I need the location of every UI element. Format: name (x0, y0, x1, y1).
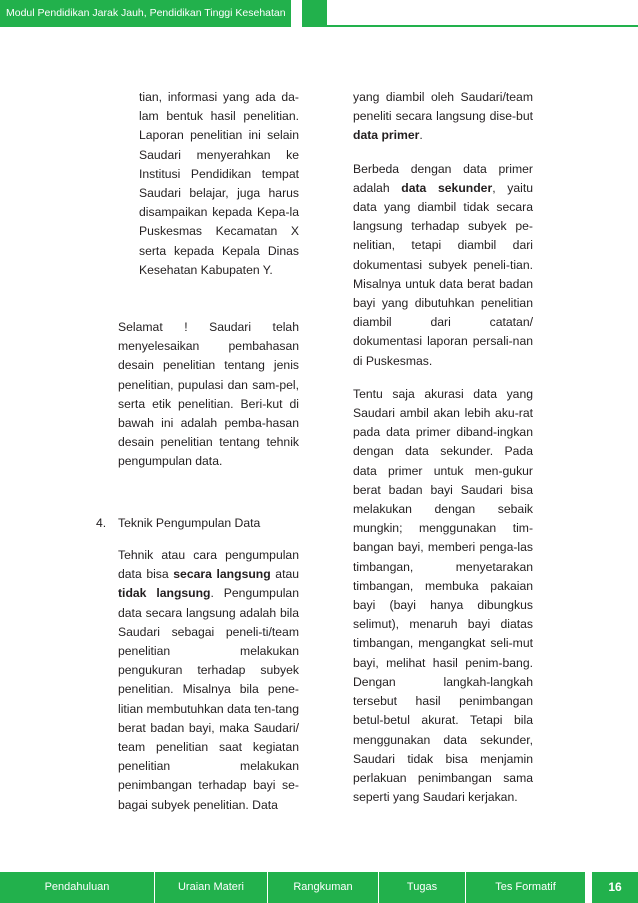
bold-term-indirect: tidak langsung (118, 586, 211, 601)
tab-tugas[interactable]: Tugas (379, 872, 466, 903)
text-run: yang diambil oleh Saudari/team peneliti secara langsung dise-but (353, 90, 533, 124)
footer-navigation (0, 872, 638, 903)
section-number: 4. (96, 516, 107, 530)
text-run: atau (270, 567, 300, 582)
running-header (0, 0, 291, 27)
header-accent-box (302, 0, 327, 27)
tab-rangkuman[interactable]: Rangkuman (268, 872, 379, 903)
text-run: Berbeda dengan data primer adalah (353, 161, 533, 195)
tab-pendahuluan[interactable]: Pendahuluan (0, 872, 155, 903)
text-run: . Pengumpulan data secara langsung adalah bila Saudari sebagai peneli-ti/team penelitian melakukan pengukuran terhadap subyek penelitian. Misalnya bila pene-litian membutuhkan data ten-tang berat badan bayi, maka Saudari/ team penelitian saat kegiatan penelitian melakukan penimbangan terhadap bayi se-bagai subyek penelitian. Data (118, 586, 299, 812)
paragraph-secondary-data (353, 160, 533, 371)
tab-uraian-materi[interactable]: Uraian Materi (155, 872, 268, 903)
bold-term-direct: secara langsung (173, 567, 271, 582)
section-heading (96, 514, 306, 533)
paragraph-collection-technique (118, 546, 299, 815)
text-run: Tehnik atau cara pengumpulan data bisa (118, 548, 299, 582)
paragraph-accuracy: Tentu saja akurasi data yang Saudari ambil akan lebih aku-rat pada data primer diband-ingkan dengan data sekunder. Pada data primer untuk men-gukur berat badan bayi Saudari bisa melakukan dengan sebaik mungkin; menggunakan tim-bangan bayi, memberi penga-las timbangan, menyetarakan timbangan, membuka pakaian bayi (bayi hanya dibungkus selimut), menaruh bayi diatas timbangan, mengangkat seli-mut bayi, melihat hasil penim-bang. Dengan langkah-langkah tersebut hasil penimbangan betul-betul akurat. Tetapi bila menggunakan data sekunder, Saudari tidak bisa menjamin perlakuan penimbangan sama seperti yang Saudari kerjakan. (353, 386, 533, 805)
paragraph-report: tian, informasi yang ada da-lam bentuk hasil penelitian. Laporan penelitian ini selain Saudari menyerahkan ke Institusi Pendidikan tempat Saudari belajar, juga harus disampaikan kepada Kepa-la Puskesmas Kecamatan X serta kepada Kepala Dinas Kesehatan Kabupaten Y. (139, 90, 299, 277)
right-column (353, 88, 533, 807)
text-run: . (419, 128, 423, 143)
paragraph-primary-data (353, 88, 533, 146)
left-column-middle (118, 318, 299, 472)
text-run: , yaitu data yang diambil tidak secara langsung terhadap subyek pe-nelitian, tetapi diambil dari dokumentasi subyek peneli-tian. Misalnya untuk data berat badan bayi yang dibutuhkan penelitian diambil dari catatan/ dokumentasi laporan persali-nan di Puskesmas. (353, 180, 533, 368)
footer-tabs (0, 872, 585, 903)
section-title: Teknik Pengumpulan Data (118, 516, 261, 530)
bold-term-primary: data primer (353, 128, 420, 143)
tab-tes-formatif[interactable]: Tes Formatif (495, 881, 556, 893)
left-column-bottom (118, 546, 299, 815)
header-title: Modul Pendidikan Jarak Jauh, Pendidikan Tinggi Kesehatan (6, 7, 286, 19)
paragraph-congratulation: Selamat ! Saudari telah menyelesaikan pembahasan desain penelitian tentang jenis penelitian, pupulasi dan sam-pel, serta etik penelitian. Beri-kut di bawah ini adalah pemba-hasan desain penelitian tentang tehnik pengumpulan data. (118, 320, 299, 469)
page-number: 16 (592, 872, 638, 903)
bold-term-secondary: data sekunder (401, 180, 493, 195)
header-accent-line (327, 25, 638, 27)
left-column-top (139, 88, 299, 280)
